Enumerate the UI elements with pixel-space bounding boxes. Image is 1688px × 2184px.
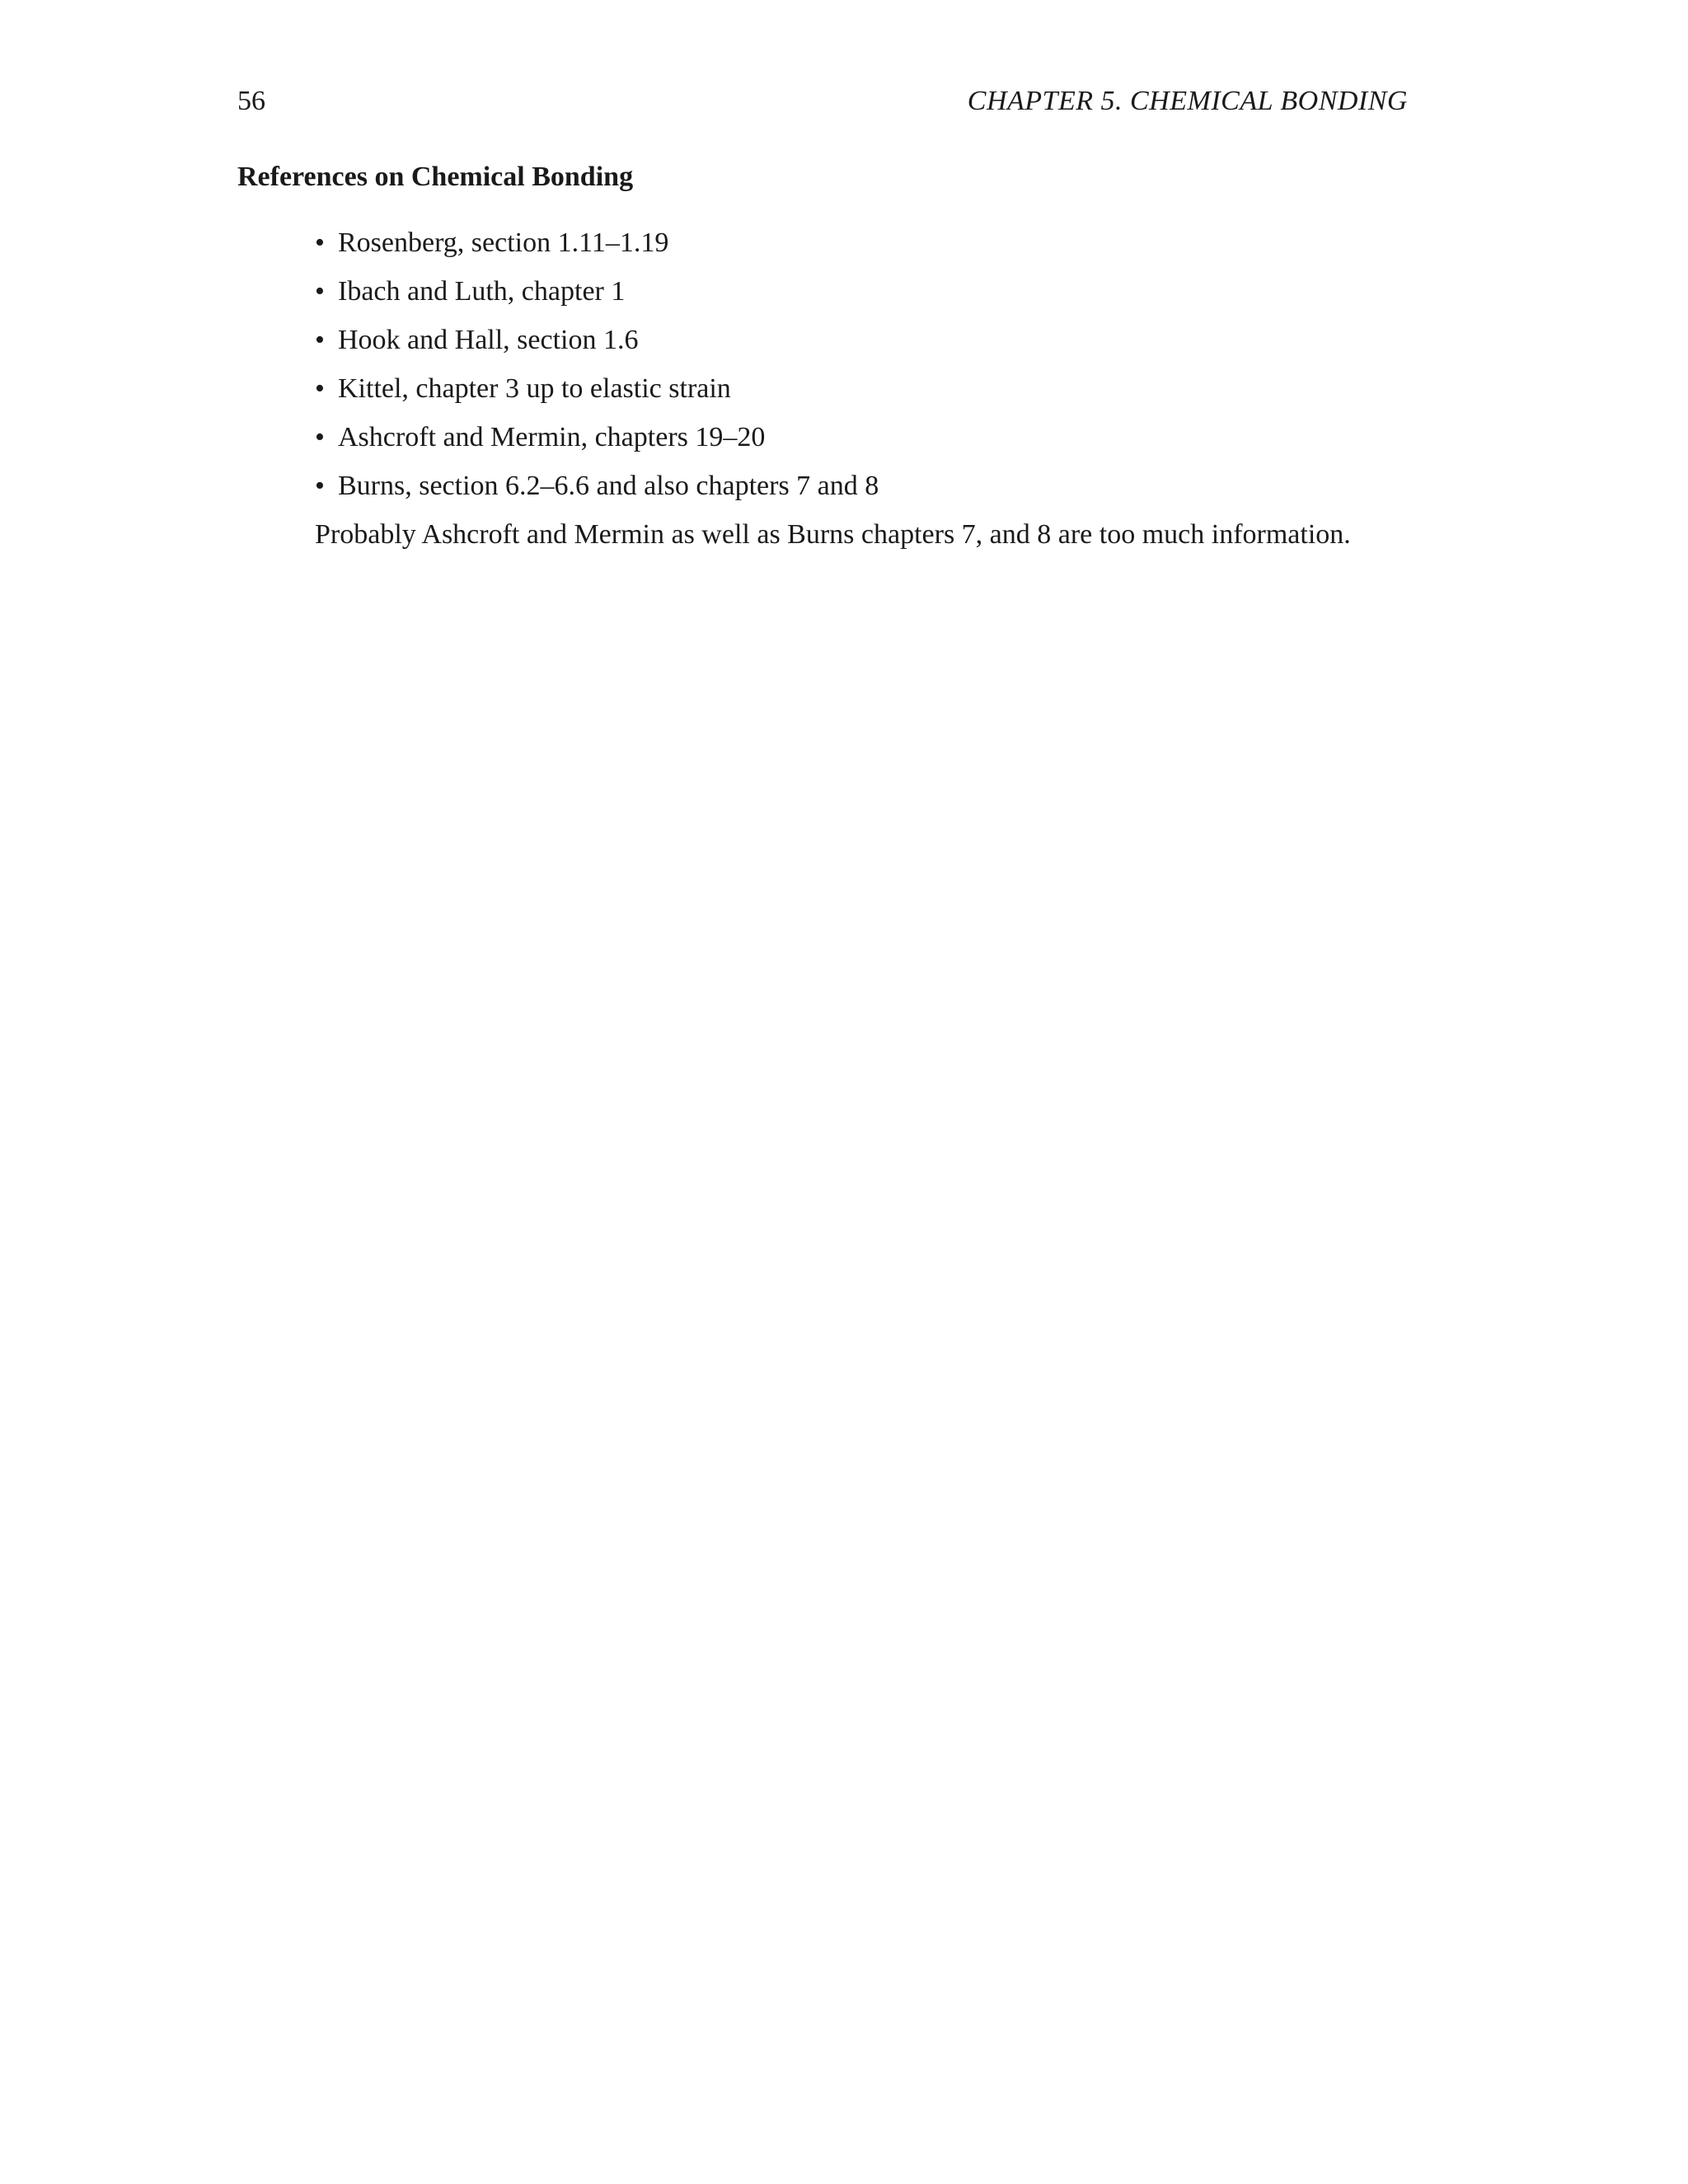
reference-list	[315, 223, 879, 514]
bullet-icon: •	[315, 276, 325, 307]
reference-text: Burns, section 6.2–6.6 and also chapters 7 and 8	[338, 471, 879, 501]
reference-text: Rosenberg, section 1.11–1.19	[338, 227, 669, 258]
reference-item	[315, 417, 879, 466]
section-heading: References on Chemical Bonding	[237, 162, 634, 192]
bullet-icon: •	[315, 471, 325, 501]
reference-text: Ibach and Luth, chapter 1	[338, 276, 626, 307]
page-number: 56	[237, 86, 265, 116]
reference-item	[315, 271, 879, 320]
reference-item	[315, 223, 879, 271]
reference-item	[315, 320, 879, 368]
running-header	[237, 81, 1408, 122]
bullet-icon: •	[315, 227, 325, 258]
reference-note: Probably Ashcroft and Mermin as well as Burns chapters 7, and 8 are too much information.	[315, 519, 1351, 550]
reference-text: Ashcroft and Mermin, chapters 19–20	[338, 422, 766, 452]
reference-text: Hook and Hall, section 1.6	[338, 325, 639, 355]
reference-text: Kittel, chapter 3 up to elastic strain	[338, 373, 731, 404]
bullet-icon: •	[315, 325, 325, 355]
reference-item	[315, 466, 879, 514]
bullet-icon: •	[315, 422, 325, 452]
chapter-title: CHAPTER 5. CHEMICAL BONDING	[967, 86, 1408, 116]
reference-item	[315, 368, 879, 417]
bullet-icon: •	[315, 373, 325, 404]
